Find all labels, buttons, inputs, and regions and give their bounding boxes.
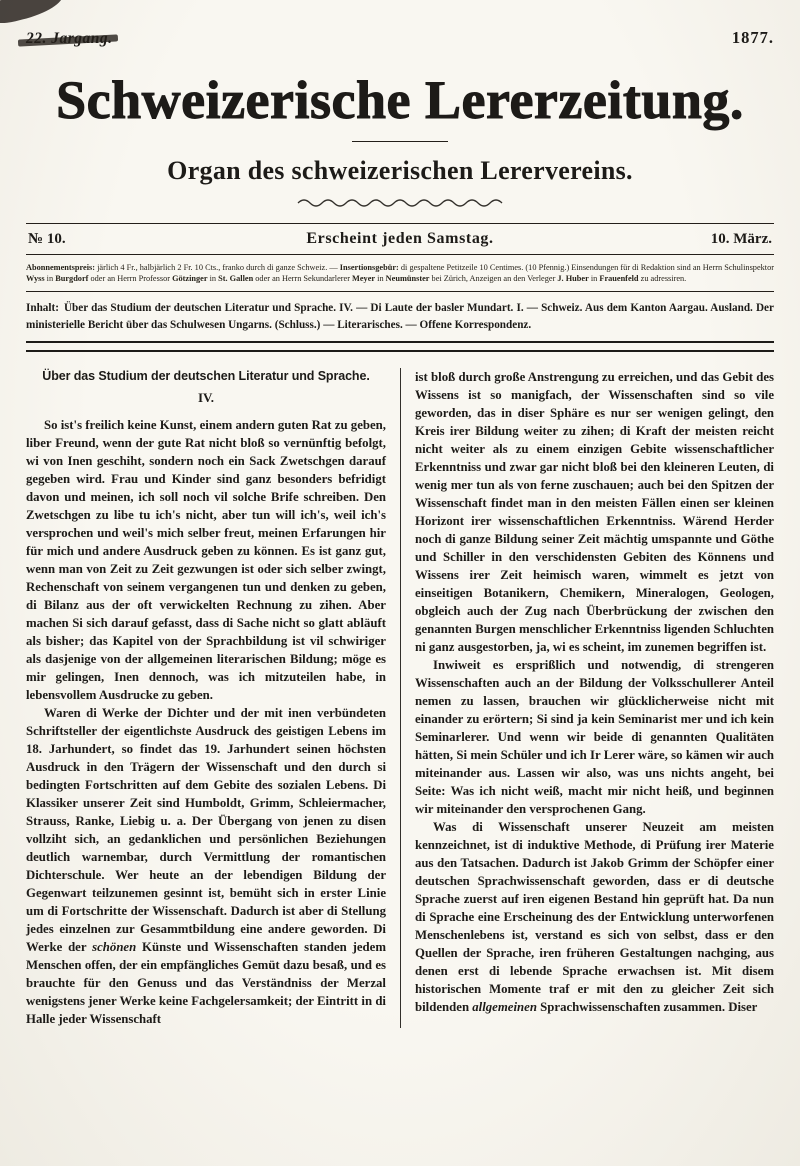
article-paragraph xyxy=(26,704,386,1028)
contents-text: Über das Studium der deutschen Literatur und Sprache. IV. — Di Laute der basler Mundart. I. — Schweiz. Aus dem Kanton Aargau. Ausland. Der ministerielle Bericht über das Schulwesen Ungarns. (Schluss.) — Literarisches. — Offene Korrespondenz. xyxy=(26,301,774,331)
text-segment: zu adressiren. xyxy=(638,273,687,283)
text-segment: in xyxy=(207,273,219,283)
text-segment: Frauenfeld xyxy=(599,273,639,283)
masthead-title: Schweizerische Lererzeitung. xyxy=(56,70,744,130)
text-segment: St. Gallen xyxy=(218,273,254,283)
text-segment: Waren di Werke der Dichter und der mit inen verbündeten Schriftsteller der eigentlichste Ausdruck des geistigen Lebens im 18. Jarhundert, so findet das 19. Jarhundert seinen höchsten Ausdruck in den Trägern der Wissenschaft und den durch si bedingten Fortschritten auf dem Gebite des sozialen Lebens. Di Klassiker unserer Zeit sind Humboldt, Grimm, Schleiermacher, Strauss, Ranke, Liebig u. a. Der Übergang von jenen zu disen vollziht sich, an gedanklichen und persönlichen Beziehungen deutlich warnembar, durch Vermittlung der romantischen Dichterschule. Wer heute an der lebendigen Bildung der Gegenwart teilzunemen gesinnt ist, bemüht sich in erster Linie um di Fortschritte der Wissenschaft. Dadurch ist aber di Stellung jedes einzelnen zur Gesammtbildung eine andere geworden. Di Werke der xyxy=(26,705,386,954)
text-segment: schönen xyxy=(92,939,137,954)
text-segment: Inwiweit es ersprißlich und notwendig, di strengeren Wissenschaften auch an der Bildung der Volksschullerer Anteil nemen zu lassen, brauchen wir glücklicherweise nicht mit einander zu erörtern; Si sind ja kein Seminarist mer und ich kein Seminarlerer. Und wenn wir beide di genannten Qualitäten hätten, Si mein Schüler und ich Ir Lerer wäre, so kämen wir auch miteinander aus. Lassen wir also, was uns nichts angeht, bei Seite: Was ich nicht weiß, macht mir nicht heiß, und beginnen wir miteinander den versprochenen Gang. xyxy=(415,657,774,816)
imprint-text xyxy=(26,262,774,284)
text-segment: allgemeinen xyxy=(472,999,537,1014)
article-paragraph xyxy=(415,368,774,656)
text-segment: Insertionsgebür: xyxy=(339,262,399,272)
issue-bar xyxy=(26,223,774,255)
contents-line xyxy=(26,300,774,334)
issue-date: 10. März. xyxy=(710,230,772,247)
text-segment: järlich 4 Fr., halbjärlich 2 Fr. 10 Cts., franko durch di ganze Schweiz. — xyxy=(95,262,340,272)
article-body-right xyxy=(415,368,774,1016)
article-paragraph xyxy=(415,818,774,1016)
top-row xyxy=(26,28,774,48)
text-segment: bei Zürich, Anzeigen an den Verleger xyxy=(429,273,558,283)
text-segment: Burgdorf xyxy=(55,273,89,283)
column-left xyxy=(26,368,400,1028)
text-segment: Künste und Wissenschaften standen jedem Menschen offen, der ein empfängliches Gemüt dazu besaß, und es brauchte für den Genuss und das Verständniss der Merzal wenigstens jener Werke keine Fachgelersamkeit; der Eintritt in di Halle jeder Wissenschaft xyxy=(26,939,386,1026)
article-columns xyxy=(26,368,774,1028)
text-segment: di gespaltene Petitzeile 10 Centimes. (10 Pfennig.) Einsendungen für di Redaktion sind an Herrn Schulinspektor xyxy=(398,262,774,272)
text-segment: J. Huber xyxy=(557,273,589,283)
text-segment: in xyxy=(588,273,600,283)
article-paragraph xyxy=(26,416,386,704)
text-segment: oder an Herrn Sekundarlerer xyxy=(253,273,353,283)
article-section-number: IV. xyxy=(197,389,215,405)
article-body-left xyxy=(26,416,386,1028)
text-segment: Meyer xyxy=(352,273,376,283)
subtitle: Organ des schweizerischen Lerervereins. xyxy=(167,155,633,185)
text-segment: Abonnementspreis: xyxy=(26,262,95,272)
text-segment: in xyxy=(375,273,386,283)
text-segment: in xyxy=(44,273,56,283)
year-label: 1877. xyxy=(731,28,774,47)
ornament-squiggle xyxy=(26,196,774,208)
column-right xyxy=(400,368,774,1028)
article-title: Über das Studium der deutschen Literatur und Sprache. xyxy=(42,368,370,383)
text-segment: Sprachwissenschaften zusammen. Diser xyxy=(536,999,758,1014)
text-segment: Wyss xyxy=(26,273,45,283)
squiggle-wave-icon xyxy=(295,196,505,208)
corner-stain-artifact xyxy=(0,0,66,27)
heavy-double-rule xyxy=(26,341,774,352)
frequency-note: Erscheint jeden Samstag. xyxy=(306,229,494,247)
masthead-rule xyxy=(352,141,448,142)
text-segment: Was di Wissenschaft unserer Neuzeit am meisten kennzeichnet, ist di induktive Methode, di Prüfung irer Materie aus den Tatsachen. Dadurch ist Jakob Grimm der Schöpfer einer deutschen Sprachwissenschaft geworden, dass er di deutsche Sprache zuerst auf iren eigenen Bestand hin geprüft hat. Da nun di Sprache eine Erscheinung des der Entwicklung unterworfenen Menschenlebens ist, verstand es sich von selbst, dass er den Quellen der Sprache, iren früheren Gestaltungen nachging, aus denen erst di lebende Sprache erwachsen ist. Mit disem historischen Momente traf er mit den zu gleicher Zeit sich bildenden xyxy=(415,819,774,1014)
divider-rule xyxy=(26,291,774,292)
contents-label: Inhalt: xyxy=(26,301,59,314)
issue-number: № 10. xyxy=(28,230,66,247)
text-segment: oder an Herrn Professor xyxy=(88,273,173,283)
article-paragraph xyxy=(415,656,774,818)
text-segment: So ist's freilich keine Kunst, einem andern guten Rat zu geben, liber Freund, wenn der gute Rat nicht bloß so vernünftig befolgt, wi von Inen geschiht, sondern noch ein Sack Zwetschgen darauf gegeben wird. Frau und Kinder sind ganz besonders befridigt davon und meinen, ich soll noch vil solche Brife schreiben. Den Zwetschgen zu libe tu ich's nicht, aber tun will ich's, weil ich's versprochen und weil's mich selber freut, meinen Erfarungen hir für mich und andere Ausdruck geben zu können. Es ist ganz gut, wenn man von Zeit zu Zeit gezwungen ist oder sich selber zwingt, Rechenschaft von seinem vergangenen tun und denken zu geben, di Bilanz aus der oft verwickelten Rechnung zu zihen. Aber machen Si sich darauf gefasst, dass di Sache nicht so glatt abläuft als bisher; das Kapitel von der Sprachbildung ist vil schwiriger als dasjenige von der allgemeinen literarischen Bildung; möge es mir gelingen, Inen dennoch, was ich mitzuteilen habe, in lebensvollem Ausdrucke zu geben. xyxy=(26,417,386,702)
text-segment: Götzinger xyxy=(172,273,208,283)
text-segment: ist bloß durch große Anstrengung zu erreichen, und das Gebit des Wissens ist so manigfach, der Wissenschaften sind so vile geworden, das in diser Sphäre es nur ser wenigen gelingt, den Kreis irer Bildung weiter zu zihen; di Kraft der meisten reicht nicht weiter als zu einem einzigen Gebite wissenschaftlicher Erkenntniss und zwar gar nicht bloß bei den kleineren Leuten, di wenig mer tun als von ferne zuschauen; auch bei den Spitzen der Wissenschaft findet man in den meisten Fällen einen ser kleinen Horizont irer wissenschaftlichen Erkenntniss. Wärend Herder noch di ganze Bildung seiner Zeit mächtig umspannte und Göthe und Schiller in den verschidensten Gebiten des Könnens und Wissens irer Zeit heimisch waren, wimmelt es jetzt von einseitigen Botanikern, Chemikern, Mineralogen, Geologen, obgleich auch der Zug nach Überbrückung der zwischen den genannten Burgen menschlicher Erkenntniss ligenden Schluchten ni ganz ausgestorben, ja, wi es scheint, im zunemen begriffen ist. xyxy=(415,369,774,654)
text-segment: Neumünster xyxy=(385,273,430,283)
